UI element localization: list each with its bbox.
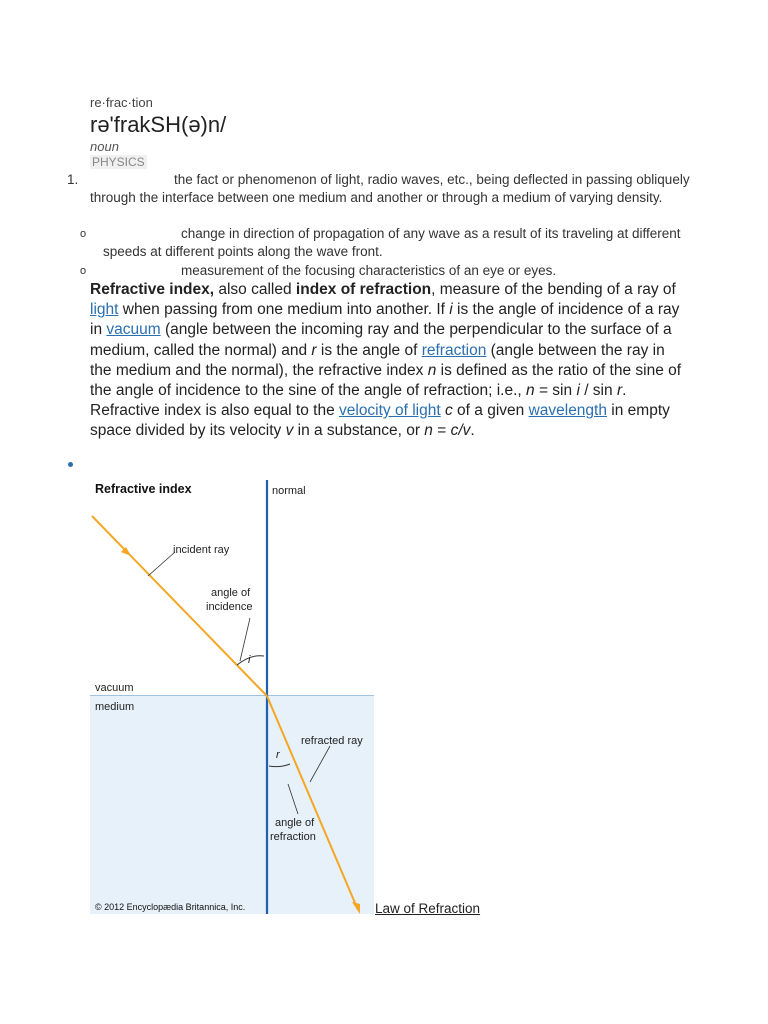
definition-main: the fact or phenomenon of light, radio waves, etc., being deflected in passing obliquely through the interface between one medium and another or through a medium of varying density. — [90, 172, 690, 205]
text: / sin — [579, 382, 617, 400]
var: i — [449, 301, 453, 319]
syllabification: re·frac·tion — [90, 95, 153, 110]
angle-incidence-label-2: incidence — [206, 601, 253, 613]
text: (angle between the incoming ray and the perpendicular to the surface of a medium, called the normal) and — [90, 321, 672, 359]
angle-refraction-label-1: angle of — [275, 817, 315, 829]
bullet-icon: o — [80, 228, 87, 240]
var: r — [311, 341, 317, 359]
text: also called — [214, 281, 296, 298]
angle-incidence-label-1: angle of — [211, 587, 251, 599]
text: = sin — [534, 382, 577, 400]
r-label: r — [276, 749, 280, 761]
text: when passing from one medium into another. If — [118, 301, 450, 319]
pronunciation: rə'frakSH(ə)n/ — [90, 112, 227, 137]
bullet-dot-icon — [68, 462, 73, 467]
var: n — [526, 382, 535, 400]
refracted-ray-label: refracted ray — [301, 735, 363, 747]
text: = — [432, 422, 451, 440]
part-of-speech: noun — [90, 139, 119, 154]
bullet-icon: o — [80, 265, 87, 277]
text: is the angle of incidence of a ray in — [90, 301, 680, 339]
text: of a given — [452, 402, 529, 420]
var: c — [444, 402, 453, 420]
medium-region — [90, 696, 374, 914]
definition-number: 1. — [67, 172, 79, 187]
var: v — [285, 422, 294, 440]
subject-label: PHYSICS — [92, 155, 145, 169]
refraction-diagram — [90, 476, 374, 916]
link-refraction[interactable]: refraction — [421, 341, 487, 359]
term-refractive-index: Refractive index, — [90, 281, 215, 298]
diagram-title: Refractive index — [95, 482, 192, 496]
link-vacuum[interactable]: vacuum — [106, 321, 161, 339]
text: . Refractive index is also equal to the — [90, 382, 627, 420]
var: i — [576, 382, 580, 400]
link-light[interactable]: light — [90, 301, 119, 319]
definition-sub-2: measurement of the focusing characteristics of an eye or eyes. — [181, 263, 557, 278]
var: r — [616, 382, 623, 400]
link-wavelength[interactable]: wavelength — [528, 402, 607, 420]
link-velocity-of-light[interactable]: velocity of light — [339, 402, 441, 420]
vacuum-label: vacuum — [95, 682, 134, 694]
text: in a substance, or — [293, 422, 425, 440]
incident-ray-label: incident ray — [173, 544, 230, 556]
text: is defined as the ratio of the sine of the angle of incidence to the sine of the angle of refraction; i.e., — [90, 361, 682, 400]
text: in empty space divided by its velocity — [90, 402, 670, 440]
definition-sub-1: change in direction of propagation of any wave as a result of its traveling at different speeds at different points along the wave front. — [103, 226, 681, 259]
leader-line — [148, 552, 175, 576]
copyright-text: © 2012 Encyclopædia Britannica, Inc. — [95, 902, 246, 912]
term-index-of-refraction: index of refraction — [295, 281, 432, 298]
var: n — [424, 422, 433, 440]
medium-label: medium — [95, 701, 135, 713]
caption-link[interactable]: Law of Refraction — [375, 901, 481, 916]
var: n — [427, 361, 437, 379]
i-label: i — [248, 654, 251, 666]
text: (angle between the ray in the medium and the normal), the refractive index — [90, 341, 665, 379]
text: . — [470, 422, 475, 440]
refractive-index-paragraph — [90, 280, 688, 442]
normal-label: normal — [272, 485, 306, 497]
var: c/v — [450, 422, 471, 440]
text: is the angle of — [316, 341, 422, 359]
text: , measure of the bending of a ray of — [431, 281, 676, 298]
angle-refraction-label-2: refraction — [270, 831, 316, 843]
